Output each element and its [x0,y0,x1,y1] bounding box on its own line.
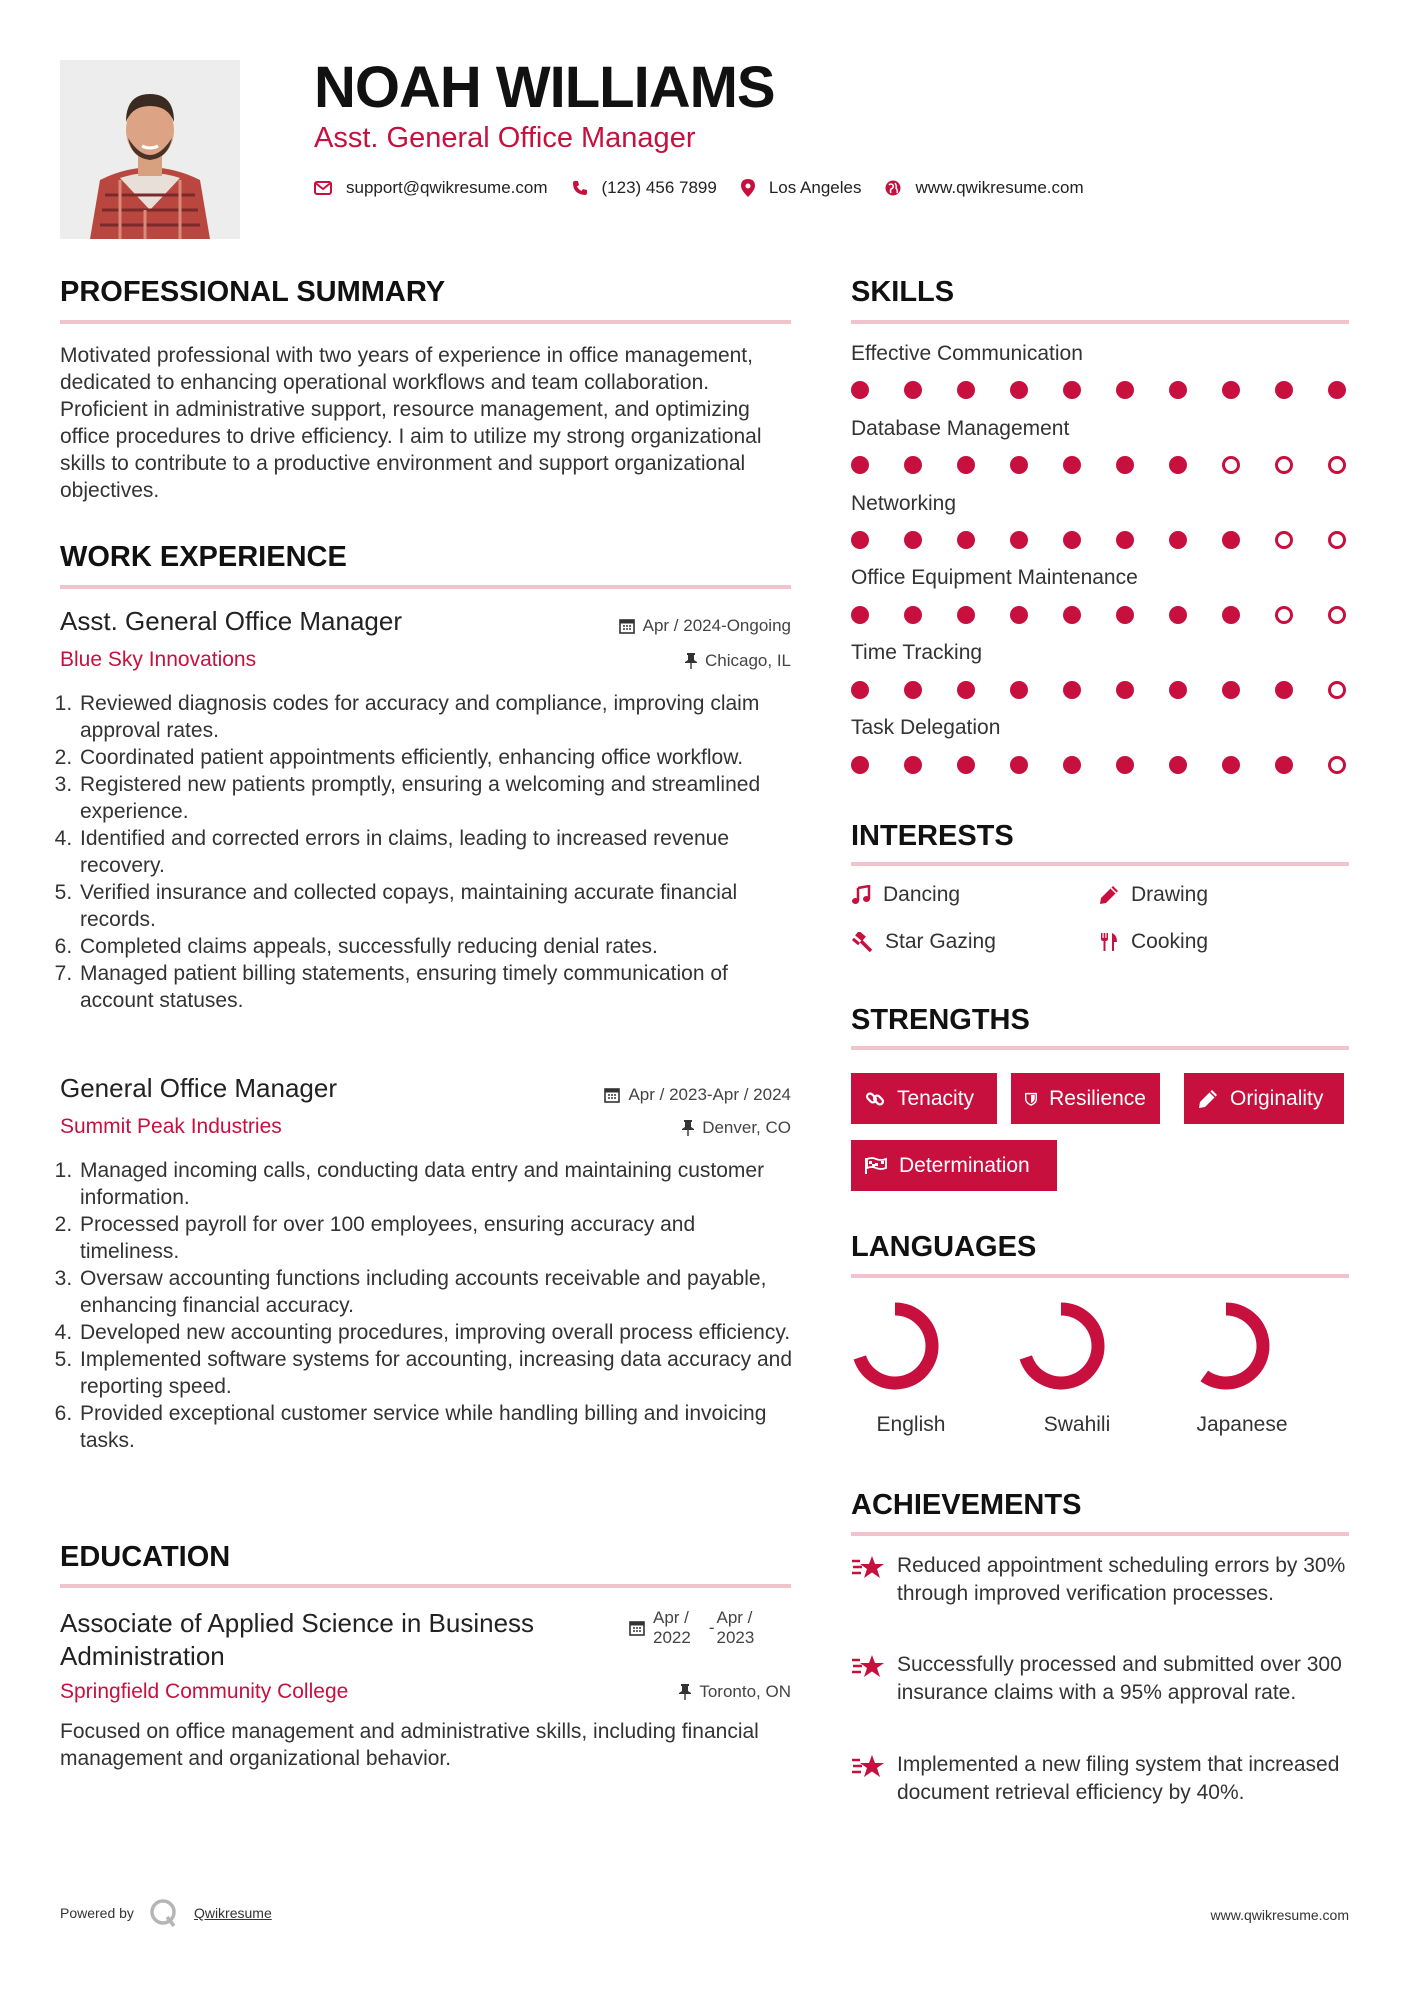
contact-phone[interactable] [572,178,717,198]
utensils-icon [1099,932,1119,952]
interest-item [851,883,960,907]
skill-dot [1328,681,1346,699]
skill-dot [1169,681,1187,699]
skill-dot [1010,681,1028,699]
experience-divider [60,585,791,589]
list-item: 6. Completed claims appeals, successfully reducing denial rates. [78,933,795,960]
skill-dot [1222,681,1240,699]
shield-icon [1025,1089,1037,1109]
list-item: 3. Oversaw accounting functions including accounts receivable and payable, enhancing financial accuracy. [78,1265,795,1319]
skill-dot [1116,606,1134,624]
skill-dot [904,531,922,549]
language-gauge [1182,1300,1302,1400]
strength-tag [1011,1073,1160,1124]
skill-dot [1275,756,1293,774]
skill-dot [957,756,975,774]
achievement-item [851,1751,1361,1807]
skills-divider [851,320,1349,324]
job-title-2: General Office Manager [60,1073,337,1103]
skill-dot [1222,531,1240,549]
skill-dot [1063,606,1081,624]
skill-dot [851,531,869,549]
strength-label: Originality [1230,1086,1324,1110]
strength-label: Determination [899,1153,1030,1177]
skill-dot [1275,681,1293,699]
pencil-icon [1099,885,1119,905]
footer-url[interactable]: www.qwikresume.com [1210,1907,1349,1923]
flag-icon [865,1157,887,1175]
gavel-icon [851,932,873,952]
brand-link[interactable]: Qwikresume [193,1905,272,1921]
strength-label: Resilience [1049,1086,1146,1110]
skill-dot [1328,531,1346,549]
language-label: English [876,1413,946,1436]
education-location-text: Toronto, ON [699,1682,791,1701]
list-item: 7. Managed patient billing statements, ensuring timely communication of account statuses. [78,960,795,1014]
star-icon [851,1554,885,1580]
skill-dot [1275,531,1293,549]
skill-dot [1116,531,1134,549]
job-dates-1 [619,616,791,636]
skill-dot [904,756,922,774]
education-start-year: 2022 [653,1628,691,1647]
interests-divider [851,862,1349,866]
skill-dot [851,681,869,699]
candidate-title: Asst. General Office Manager [314,122,696,154]
music-icon [851,885,871,905]
strength-tag [851,1073,997,1124]
skill-rating [851,681,1351,701]
map-pin-icon [741,179,755,197]
list-item: 2. Processed payroll for over 100 employees, ensuring accuracy and timeliness. [78,1211,795,1265]
skill-dot [957,606,975,624]
skill-rating [851,531,1351,551]
pencil-icon [1198,1089,1218,1109]
interests-heading: INTERESTS [851,820,1014,852]
list-item: 1. Reviewed diagnosis codes for accuracy and compliance, improving claim approval rates. [78,690,795,744]
skill-dot [904,381,922,399]
job-dates-2 [604,1085,791,1105]
language-arc [860,1309,932,1383]
skill-dot [851,756,869,774]
languages-heading: LANGUAGES [851,1231,1037,1263]
interest-item [1099,883,1208,907]
star-icon [851,1653,885,1679]
skill-dot [1222,381,1240,399]
skill-dot [904,606,922,624]
skill-dot [1169,756,1187,774]
job-bullets-1 [60,690,795,1014]
calendar-icon [629,1620,645,1636]
skill-dot [904,681,922,699]
list-item: 4. Identified and corrected errors in claims, leading to increased revenue recovery. [78,825,795,879]
job-dates-text-2: Apr / 2023-Apr / 2024 [628,1085,791,1104]
job-bullets-2 [60,1157,795,1454]
skill-rating [851,456,1351,476]
skill-dot [1010,531,1028,549]
language-label: Japanese [1196,1413,1288,1436]
skill-dot [1275,381,1293,399]
contact-bar [314,178,1108,198]
job-location-text-2: Denver, CO [702,1118,791,1137]
interest-label: Star Gazing [885,930,996,953]
skill-dot [957,531,975,549]
job-dates-text-1: Apr / 2024-Ongoing [642,616,791,635]
list-item: 1. Managed incoming calls, conducting data entry and maintaining customer information. [78,1157,795,1211]
skill-dot [1063,381,1081,399]
interest-label: Dancing [883,883,961,906]
list-item: 5. Verified insurance and collected copays, maintaining accurate financial records. [78,879,795,933]
language-label: Swahili [1043,1413,1111,1436]
achievements-divider [851,1532,1349,1536]
skill-rating [851,381,1351,401]
list-item: 5. Implemented software systems for accounting, increasing data accuracy and reporting speed. [78,1346,795,1400]
skill-dot [1010,756,1028,774]
strength-tag [851,1140,1057,1191]
contact-email[interactable] [314,178,548,198]
profile-photo [60,60,240,239]
skill-dot [1222,456,1240,474]
skill-label: Time Tracking [851,641,983,664]
skill-dot [1275,456,1293,474]
skill-dot [1010,381,1028,399]
contact-location-text: Los Angeles [768,178,862,197]
skill-dot [851,606,869,624]
strength-label: Tenacity [897,1086,975,1110]
contact-website-text: www.qwikresume.com [915,178,1084,197]
education-heading: EDUCATION [60,1541,231,1573]
education-start-month: Apr / [653,1608,689,1627]
interest-item [851,930,996,954]
phone-icon [572,180,588,196]
language-item [1017,1300,1137,1437]
globe-icon [885,180,901,196]
education-school: Springfield Community College [60,1680,349,1703]
education-description: Focused on office management and administrative skills, including financial management and organizational behavior. [60,1720,759,1770]
achievement-text: Reduced appointment scheduling errors by 30% through improved verification processes. [897,1554,1346,1605]
contact-phone-text: (123) 456 7899 [601,178,717,197]
list-item: 4. Developed new accounting procedures, improving overall process efficiency. [78,1319,795,1346]
languages-divider [851,1274,1349,1278]
skill-dot [1169,606,1187,624]
skill-dot [1169,456,1187,474]
star-icon [851,1753,885,1779]
list-item: 6. Provided exceptional customer service while handling billing and invoicing tasks. [78,1400,795,1454]
skill-dot [957,381,975,399]
achievement-item [851,1651,1361,1707]
skill-rating [851,756,1351,776]
skill-dot [1169,531,1187,549]
qwikresume-logo-icon [148,1897,180,1929]
skill-dot [1063,756,1081,774]
education-location [679,1682,791,1702]
summary-text: Motivated professional with two years of experience in office management, dedicated to enhancing operational workflows and team collaboration. Proficient in administrative support, resource management, and optimizing office procedures to drive efficiency. I aim to utilize my strong organizational skills to contribute to a productive environment and support organizational objectives. [60,344,762,502]
pin-icon [685,653,697,669]
list-item: 2. Coordinated patient appointments efficiently, enhancing office workflow. [78,744,795,771]
skill-label: Networking [851,492,957,515]
calendar-icon [619,618,635,634]
skill-label: Task Delegation [851,716,1001,739]
skill-dot [1063,456,1081,474]
skill-dot [957,456,975,474]
skill-dot [1328,606,1346,624]
skill-dot [1010,456,1028,474]
job-title-1: Asst. General Office Manager [60,606,403,636]
summary-heading: PROFESSIONAL SUMMARY [60,276,446,308]
skill-dot [1116,381,1134,399]
skill-dot [1116,756,1134,774]
interest-label: Drawing [1131,883,1209,906]
skill-dot [1275,606,1293,624]
skill-dot [1116,681,1134,699]
skill-dot [1328,756,1346,774]
job-location-1 [685,651,791,671]
language-item [1182,1300,1302,1437]
interest-label: Cooking [1131,930,1209,953]
skill-dot [1328,456,1346,474]
skill-dot [1222,756,1240,774]
skill-dot [851,381,869,399]
skill-dot [1063,531,1081,549]
contact-location [741,178,862,198]
contact-website[interactable] [885,178,1083,198]
skills-heading: SKILLS [851,276,955,308]
job-company-2: Summit Peak Industries [60,1115,282,1138]
interest-item [1099,930,1208,954]
skill-dot [1222,606,1240,624]
footer-powered-by [60,1897,272,1929]
skill-dot [1169,381,1187,399]
education-dates [629,1608,754,1648]
job-location-2 [682,1118,791,1138]
link-icon [865,1089,885,1109]
skill-dot [1328,381,1346,399]
education-date-separator: - [708,1618,715,1637]
achievement-text: Successfully processed and submitted over 300 insurance claims with a 95% approval rate. [897,1653,1342,1704]
job-company-1: Blue Sky Innovations [60,648,257,671]
contact-email-text: support@qwikresume.com [346,178,548,197]
skill-rating [851,606,1351,626]
language-item [851,1300,971,1437]
job-location-text-1: Chicago, IL [705,651,791,670]
skill-dot [957,681,975,699]
skill-label: Effective Communication [851,342,1083,365]
language-gauge [1017,1300,1137,1400]
language-arc [1026,1309,1098,1383]
skill-dot [1010,606,1028,624]
skill-label: Database Management [851,417,1070,440]
pin-icon [682,1120,694,1136]
strength-tag [1184,1073,1344,1124]
achievement-text: Implemented a new filing system that increased document retrieval efficiency by 40%. [897,1753,1340,1804]
achievement-item [851,1552,1361,1608]
education-end-month: Apr / [716,1608,753,1627]
calendar-icon [604,1087,620,1103]
language-arc [1204,1309,1263,1383]
skill-dot [1116,456,1134,474]
language-gauge [851,1300,971,1400]
skill-dot [904,456,922,474]
summary-divider [60,320,791,324]
education-divider [60,1584,791,1588]
envelope-icon [314,181,332,195]
strengths-heading: STRENGTHS [851,1004,1030,1036]
education-degree: Associate of Applied Science in Business Administration [60,1608,535,1671]
experience-heading: WORK EXPERIENCE [60,541,347,573]
skill-label: Office Equipment Maintenance [851,566,1138,589]
strengths-divider [851,1046,1349,1050]
skill-dot [1063,681,1081,699]
achievements-heading: ACHIEVEMENTS [851,1489,1082,1521]
powered-by-text: Powered by [60,1905,134,1921]
skill-dot [851,456,869,474]
list-item: 3. Registered new patients promptly, ensuring a welcoming and streamlined experience. [78,771,795,825]
education-end-year: 2023 [716,1628,755,1647]
pin-icon [679,1684,691,1700]
candidate-name: NOAH WILLIAMS [314,55,775,120]
